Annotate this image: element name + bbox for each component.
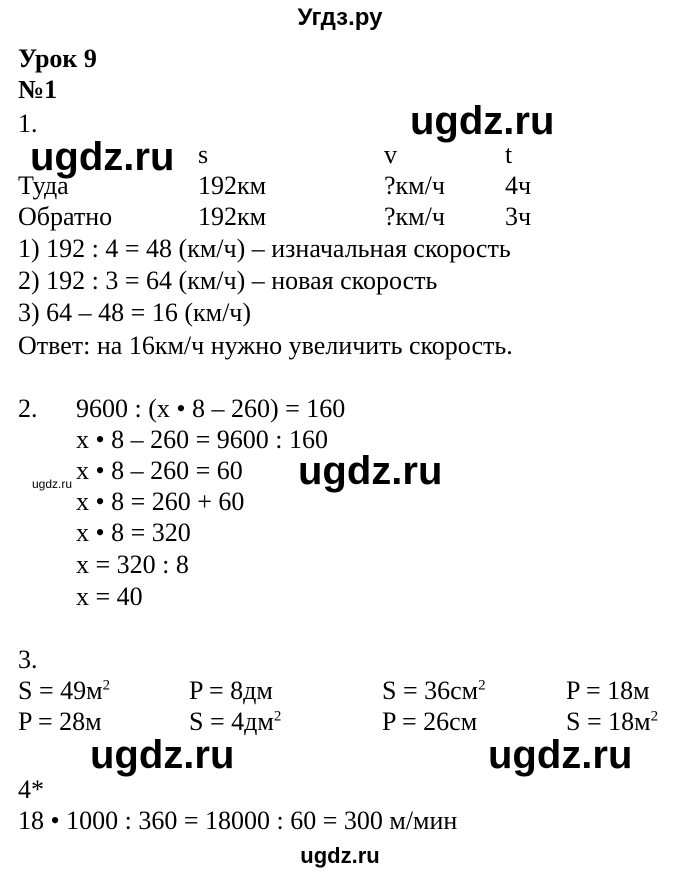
result-cell: $S = 4дм^2$ <box>189 707 282 736</box>
table-cell-t: 4ч <box>505 171 532 200</box>
table-header-s: s <box>198 140 209 169</box>
task2-label: 2. <box>18 394 38 423</box>
table-cell-v: ?км/ч <box>384 202 445 231</box>
watermark: ugdz.ru <box>298 449 443 493</box>
table-header-t: t <box>505 140 513 169</box>
answer-line: Ответ: на 16км/ч нужно увеличить скорость. <box>18 331 513 360</box>
footer-watermark: ugdz.ru <box>300 843 380 868</box>
result-cell: P = 8дм <box>189 676 273 705</box>
watermark: ugdz.ru <box>488 733 633 777</box>
solution-step: 2) 192 : 3 = 64 (км/ч) – новая скорость <box>18 266 438 295</box>
equation-line: x • 8 – 260 = 60 <box>76 456 243 485</box>
table-row-name: Туда <box>18 171 69 200</box>
equation-line: x = 320 : 8 <box>76 550 189 579</box>
task1-label: 1. <box>18 109 38 138</box>
table-cell-s: 192км <box>198 171 267 200</box>
watermark: ugdz.ru <box>30 135 175 179</box>
equation-line: x • 8 = 320 <box>76 518 191 547</box>
table-header-v: v <box>384 140 397 169</box>
lesson-title: Урок 9 <box>18 44 97 73</box>
equation-line: x = 40 <box>76 582 143 611</box>
watermark-small: ugdz.ru <box>32 477 73 491</box>
table-cell-t: 3ч <box>505 202 532 231</box>
equation-line: x • 8 – 260 = 9600 : 160 <box>76 425 328 454</box>
table-row-name: Обратно <box>18 202 113 231</box>
calculation-line: 18 • 1000 : 360 = 18000 : 60 = 300 м/мин <box>18 806 458 835</box>
site-title: Угдз.ру <box>297 4 383 31</box>
task3-label: 3. <box>18 645 38 674</box>
result-cell: $S = 36см^2$ <box>382 676 486 705</box>
watermark: ugdz.ru <box>410 99 555 143</box>
solution-step: 3) 64 – 48 = 16 (км/ч) <box>18 298 252 327</box>
result-cell: P = 26см <box>382 707 478 736</box>
result-cell: P = 28м <box>18 707 102 736</box>
exercise-number: №1 <box>18 75 58 104</box>
result-cell: P = 18м <box>566 676 650 705</box>
result-cell: $S = 49м^2$ <box>18 676 111 705</box>
task4-label: 4* <box>18 775 44 804</box>
result-cell: $S = 18м^2$ <box>566 707 659 736</box>
solution-step: 1) 192 : 4 = 48 (км/ч) – изначальная скорость <box>18 234 511 263</box>
watermark: ugdz.ru <box>90 733 235 777</box>
table-cell-s: 192км <box>198 202 267 231</box>
equation-line: 9600 : (x • 8 – 260) = 160 <box>76 394 346 423</box>
equation-line: x • 8 = 260 + 60 <box>76 487 245 516</box>
table-cell-v: ?км/ч <box>384 171 445 200</box>
